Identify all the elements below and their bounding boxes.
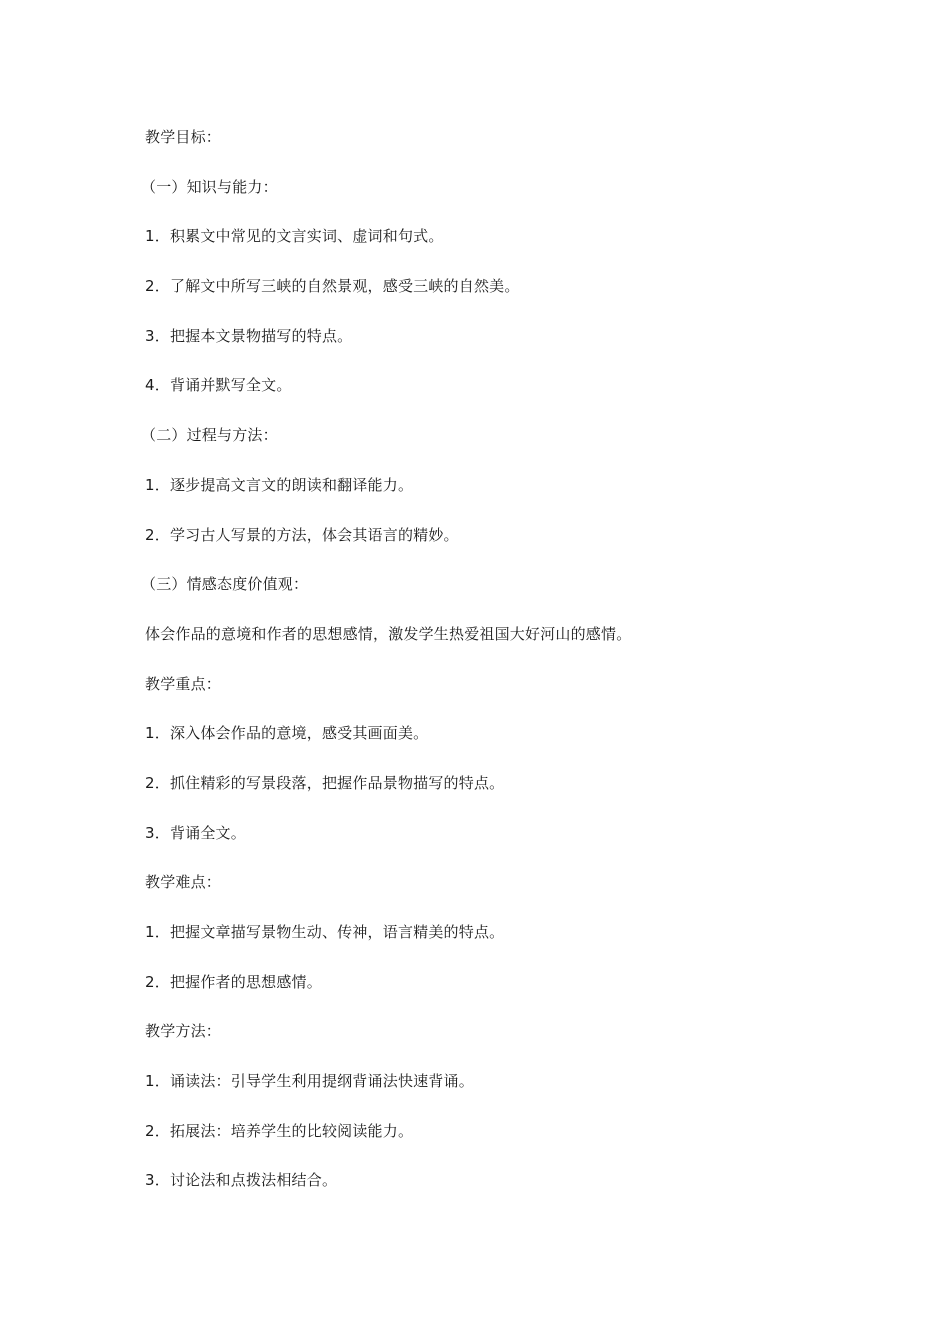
document-body (141, 124, 825, 1217)
list-item: 1．诵读法：引导学生利用提纲背诵法快速背诵。 (145, 1072, 474, 1091)
list-item: 3．背诵全文。 (145, 823, 246, 842)
heading-difficulties: 教学难点： (145, 873, 222, 892)
heading-teaching-methods: 教学方法： (145, 1022, 222, 1041)
subheading-emotion-values: （三）情感态度价值观： (141, 575, 309, 594)
list-item: 2．学习古人写景的方法，体会其语言的精妙。 (145, 525, 459, 544)
list-item: 2．拓展法：培养学生的比较阅读能力。 (145, 1121, 414, 1140)
list-item: 2．抓住精彩的写景段落，把握作品景物描写的特点。 (145, 773, 505, 792)
list-item: 2．把握作者的思想感情。 (145, 972, 322, 991)
subheading-process-method: （二）过程与方法： (141, 426, 278, 445)
paragraph: 体会作品的意境和作者的思想感情，激发学生热爱祖国大好河山的感情。 (145, 624, 632, 643)
list-item: 3．把握本文景物描写的特点。 (145, 326, 353, 345)
heading-teaching-goals: 教学目标： (145, 128, 222, 146)
list-item: 4．背诵并默写全文。 (145, 376, 292, 395)
heading-key-points: 教学重点： (145, 674, 222, 693)
list-item: 2．了解文中所写三峡的自然景观，感受三峡的自然美。 (145, 277, 520, 296)
list-item: 1．把握文章描写景物生动、传神，语言精美的特点。 (145, 923, 505, 941)
list-item: 1．深入体会作品的意境，感受其画面美。 (145, 724, 429, 743)
list-item: 1．积累文中常见的文言实词、虚词和句式。 (145, 227, 444, 246)
list-item: 1．逐步提高文言文的朗读和翻译能力。 (145, 475, 414, 494)
list-item: 3．讨论法和点拨法相结合。 (145, 1171, 338, 1190)
subheading-knowledge-ability: （一）知识与能力： (141, 177, 278, 196)
